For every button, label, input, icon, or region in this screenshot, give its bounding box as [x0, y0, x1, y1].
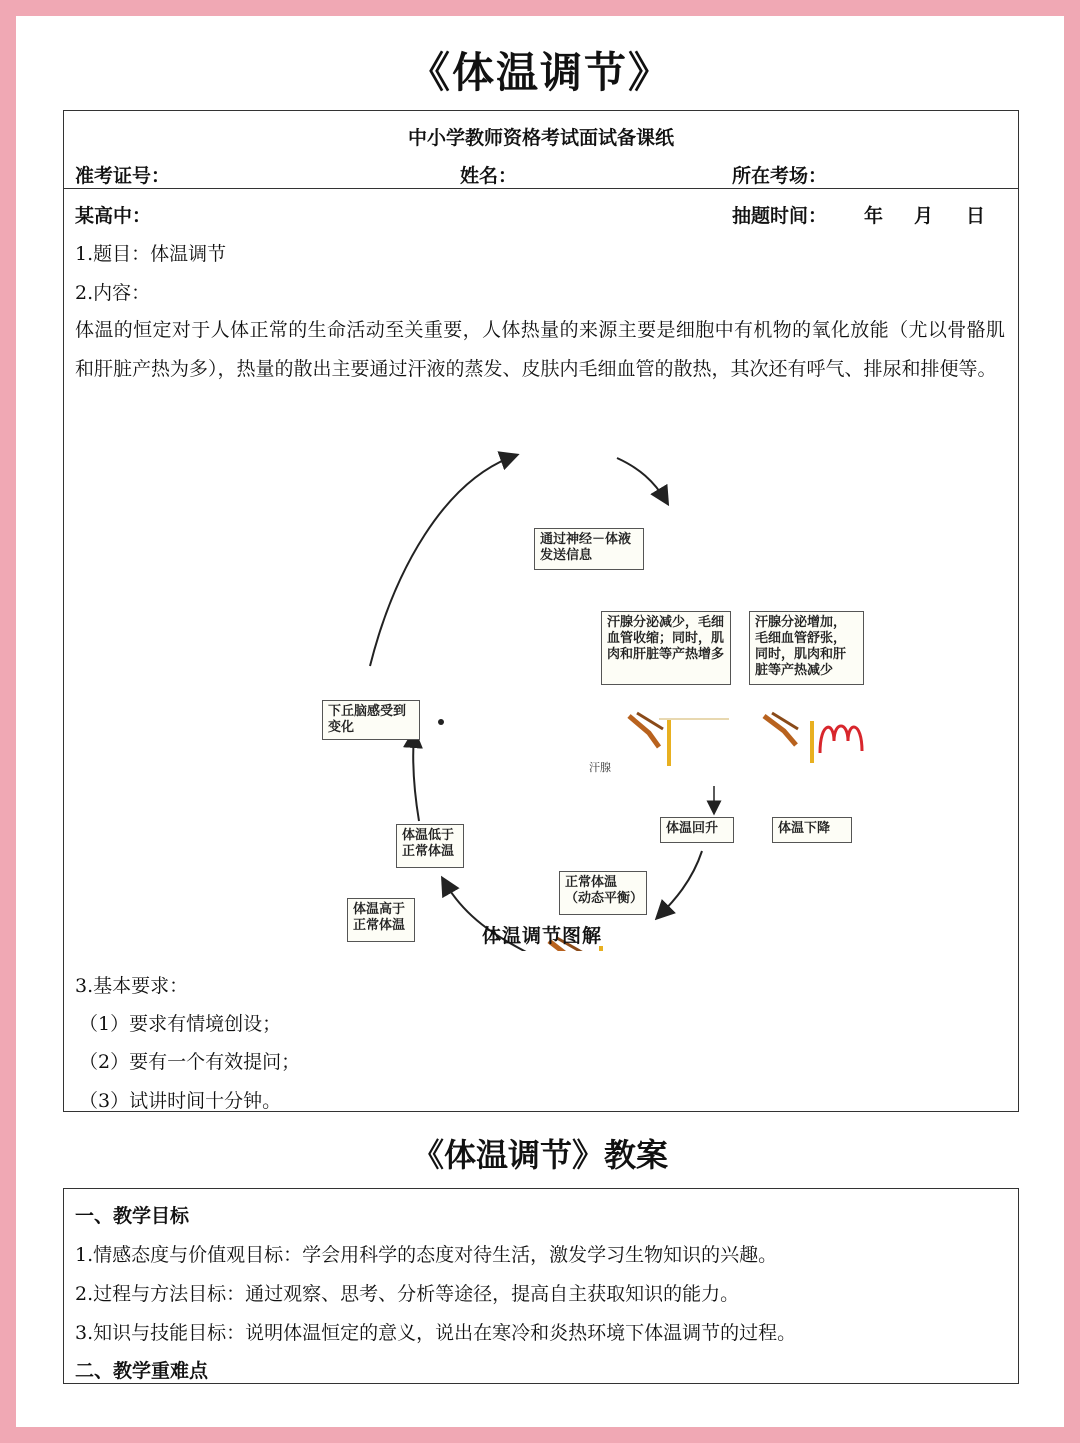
school-label: 某高中：	[75, 205, 152, 227]
arrow-hypothalamus-to-signal	[370, 456, 514, 666]
arrow-signal-to-cold-response	[617, 458, 666, 501]
node-below-normal: 体温低于正常体温	[396, 824, 464, 868]
node-temp-rise: 体温回升	[660, 817, 734, 843]
skin-illustration-hot	[764, 713, 862, 763]
sweat-gland-label: 汗腺	[589, 761, 611, 774]
goal-2: 2.过程与方法目标：通过观察、思考、分析等途径，提高自主获取知识的能力。	[75, 1283, 740, 1305]
lesson-plan-title: 《体温调节》教案	[411, 1136, 668, 1174]
node-normal: 正常体温（动态平衡）	[559, 871, 647, 915]
venue-label: 所在考场：	[732, 165, 828, 187]
skin-illustration-cold	[629, 713, 729, 766]
node-signal: 通过神经－体液发送信息	[534, 528, 644, 570]
diagram-caption: 体温调节图解	[481, 925, 602, 947]
goal-1: 1.情感态度与价值观目标：学会用科学的态度对待生活，激发学习生物知识的兴趣。	[75, 1244, 778, 1266]
arrow-below-to-hypothalamus	[413, 734, 419, 821]
topic-line: 1.题目：体温调节	[75, 243, 227, 265]
content-paragraph: 体温的恒定对于人体正常的生命活动至关重要，人体热量的来源主要是细胞中有机物的氧化放能（尤以骨骼肌和肝脏产热为多），热量的散出主要通过汗液的蒸发、皮肤内毛细血管的散热，其次还有呼气、排尿和排便等。	[75, 319, 1005, 380]
section-teaching-goals: 一、教学目标	[75, 1205, 190, 1227]
content-label: 2.内容：	[75, 282, 151, 304]
sheet-header: 中小学教师资格考试面试备课纸	[407, 127, 674, 149]
node-hot-response: 汗腺分泌增加，毛细血管舒张，同时，肌肉和肝脏等产热减少	[749, 611, 864, 685]
goal-3: 3.知识与技能目标：说明体温恒定的意义，说出在寒冷和炎热环境下体温调节的过程。	[75, 1322, 797, 1344]
requirement-1: （1）要求有情境创设；	[79, 1013, 282, 1035]
prep-sheet-box	[63, 110, 1019, 1112]
thermoregulation-diagram	[314, 411, 914, 951]
requirement-2: （2）要有一个有效提问；	[79, 1051, 301, 1073]
requirement-3: （3）试讲时间十分钟。	[79, 1090, 282, 1112]
node-temp-fall: 体温下降	[772, 817, 852, 843]
lesson-plan-box	[63, 1188, 1019, 1384]
node-hypothalamus: 下丘脑感受到变化	[322, 700, 420, 740]
section-key-points: 二、教学重难点	[75, 1360, 209, 1382]
diagram-dot	[438, 719, 444, 725]
arrow-rise-to-normal	[659, 851, 702, 916]
exam-id-label: 准考证号：	[75, 165, 171, 187]
draw-time-label: 抽题时间：	[732, 205, 828, 227]
page-title: 《体温调节》	[407, 48, 672, 97]
node-above-normal: 体温高于正常体温	[347, 898, 415, 942]
header-divider	[64, 188, 1018, 189]
month-label: 月	[914, 205, 934, 227]
requirements-label: 3.基本要求：	[75, 975, 189, 997]
name-label: 姓名：	[460, 165, 518, 187]
day-label: 日	[966, 205, 986, 227]
year-label: 年	[864, 205, 884, 227]
node-cold-response: 汗腺分泌减少，毛细血管收缩；同时，肌肉和肝脏等产热增多	[601, 611, 731, 685]
